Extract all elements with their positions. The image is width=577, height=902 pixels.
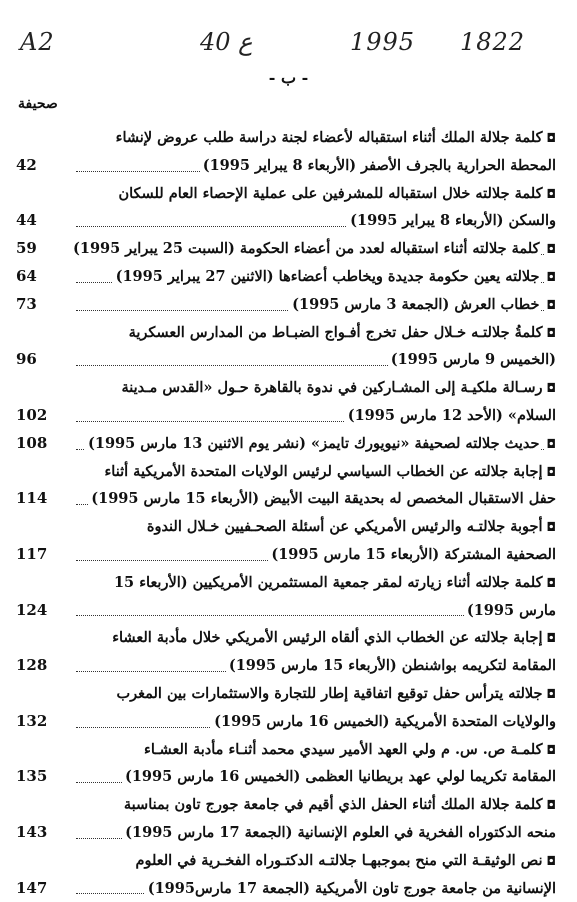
toc-entry-line bbox=[16, 847, 556, 875]
bullet-icon: ◘ bbox=[546, 186, 556, 201]
toc-entry-text: إجابة جلالته عن الخطاب السياسي لرئيس الولايات المتحدة الأمريكية أثناء bbox=[104, 462, 543, 480]
toc-entry-text: كلمة جلالة الملك أثناء استقباله لأعضاء لجنة دراسة طلب عروض لإنشاء bbox=[115, 129, 543, 146]
bullet-icon: ◘ bbox=[544, 242, 557, 256]
toc-entry bbox=[16, 847, 556, 902]
toc-entry-text: كلمة جلالته أثناء استقباله لعدد من أعضاء الحكومة (السبت 25 يبراير 1995) bbox=[70, 240, 540, 257]
toc-entry-line bbox=[16, 652, 556, 680]
toc-entry-line bbox=[16, 207, 556, 235]
toc-entry-text: جلالته يعين حكومة جديدة ويخاطب أعضاءها (الاثنين 27 يبراير 1995) bbox=[113, 268, 540, 285]
toc-entry-line bbox=[16, 819, 556, 847]
toc-page-number: 44 bbox=[16, 211, 37, 230]
toc-entry bbox=[16, 124, 556, 180]
toc-entry-line bbox=[16, 374, 556, 402]
toc-entry bbox=[16, 263, 556, 291]
toc-entry bbox=[16, 235, 556, 263]
toc-entry-text: منحه الدكتوراه الفخرية في العلوم الإنسانية (الجمعة 17 مارس 1995) bbox=[122, 824, 556, 841]
toc-entry-line bbox=[16, 263, 556, 291]
toc-entry-line bbox=[16, 791, 556, 819]
toc-entry bbox=[16, 319, 556, 375]
table-of-contents bbox=[16, 124, 556, 902]
bullet-icon: ◘ bbox=[544, 437, 557, 451]
toc-entry-line bbox=[16, 736, 556, 764]
toc-entry-line bbox=[16, 430, 556, 458]
toc-entry-line bbox=[16, 319, 556, 347]
toc-entry-line bbox=[16, 485, 556, 513]
toc-entry-text: (الخميس 9 مارس 1995) bbox=[388, 351, 556, 368]
toc-entry-line bbox=[16, 124, 556, 152]
toc-entry-text: الإنسانية من جامعة جورج تاون الأمريكية (الجمعة 17 مارس1995) bbox=[145, 880, 556, 897]
toc-page-number: 114 bbox=[16, 489, 48, 508]
toc-page-number: 96 bbox=[16, 350, 37, 369]
toc-entry-text: جلالته يترأس حفل توقيع اتفاقية إطار للتجارة والاستثمارات بين المغرب bbox=[116, 684, 543, 702]
toc-entry-line bbox=[16, 513, 556, 541]
handwritten-note-2: 40 ع bbox=[200, 28, 253, 56]
toc-entry bbox=[16, 624, 556, 680]
bullet-icon: ◘ bbox=[544, 298, 557, 312]
handwritten-note-4: 1822 bbox=[460, 28, 526, 56]
toc-entry-text: إجابة جلالته عن الخطاب الذي ألقاه الرئيس الأمريكي خلال مأدبة العشاء bbox=[112, 629, 543, 647]
toc-entry-text: والولايات المتحدة الأمريكية (الخميس 16 مارس 1995) bbox=[211, 713, 556, 730]
toc-page-number: 73 bbox=[16, 294, 37, 313]
toc-page-number: 135 bbox=[16, 767, 48, 786]
toc-entry bbox=[16, 458, 556, 514]
toc-page-number: 108 bbox=[16, 433, 48, 452]
bullet-icon: ◘ bbox=[546, 742, 556, 757]
handwritten-note-1: A2 bbox=[20, 28, 55, 56]
toc-entry bbox=[16, 430, 556, 458]
bullet-icon: ◘ bbox=[546, 520, 556, 535]
toc-entry-text: الصحفية المشتركة (الأربعاء 15 مارس 1995) bbox=[268, 546, 556, 563]
toc-entry-text: كلمة جلالة الملك أثناء الحفل الذي أقيم في جامعة جورج تاون بمناسبة bbox=[123, 796, 543, 814]
toc-entry-text: مارس 1995) bbox=[464, 602, 556, 619]
toc-entry bbox=[16, 680, 556, 736]
toc-entry-text: كلمة جلالته خلال استقباله للمشرفين على عملية الإحصاء العام للسكان bbox=[118, 184, 543, 202]
toc-entry-text: أجوبة جلالتـه والرئيس الأمريكي عن أسئلة الصحـفيين خـلال الندوة bbox=[146, 518, 543, 536]
toc-entry-line bbox=[16, 152, 556, 180]
toc-entry-text: كلمة جلالته أثناء زيارته لمقر جمعية المستثمرين الأمريكيين (الأربعاء 15 bbox=[113, 573, 543, 591]
bullet-icon: ◘ bbox=[546, 575, 556, 590]
toc-page-number: 102 bbox=[16, 405, 48, 424]
toc-entry-line bbox=[16, 458, 556, 486]
toc-entry-line bbox=[16, 346, 556, 374]
toc-page-number: 64 bbox=[16, 266, 37, 285]
toc-entry bbox=[16, 374, 556, 430]
toc-entry bbox=[16, 736, 556, 792]
toc-entry-line bbox=[16, 235, 556, 263]
bullet-icon: ◘ bbox=[546, 798, 556, 813]
toc-entry-text: حديث جلالته لصحيفة «نيويورك تايمز» (نشر يوم الاثنين 13 مارس 1995) bbox=[85, 435, 540, 452]
toc-entry-line bbox=[16, 541, 556, 569]
toc-entry-line bbox=[16, 708, 556, 736]
toc-page-number: 59 bbox=[16, 239, 37, 258]
bullet-icon: ◘ bbox=[546, 631, 556, 646]
toc-entry bbox=[16, 513, 556, 569]
toc-page-number: 117 bbox=[16, 544, 48, 563]
toc-entry-text: المحطة الحرارية بالجرف الأصفر (الأربعاء 8 يبراير 1995) bbox=[200, 157, 556, 174]
handwritten-note-3: 1995 bbox=[350, 28, 416, 56]
toc-entry-text: والسكن (الأربعاء 8 يبراير 1995) bbox=[347, 212, 556, 229]
toc-page-number: 132 bbox=[16, 711, 48, 730]
toc-entry-line bbox=[16, 875, 556, 902]
toc-entry-text: خطاب العرش (الجمعة 3 مارس 1995) bbox=[289, 296, 539, 313]
toc-entry-line bbox=[16, 624, 556, 652]
bullet-icon: ◘ bbox=[546, 686, 556, 701]
toc-entry-text: نص الوثيقـة التي منح بموجبهـا جلالتـه الدكتـوراه الفخـرية في العلوم bbox=[135, 851, 543, 869]
toc-entry-text: حفل الاستقبال المخصص له بحديقة البيت الأبيض (الأربعاء 15 مارس 1995) bbox=[88, 490, 556, 507]
toc-entry-text: السلام» (الأحد 12 مارس 1995) bbox=[345, 407, 556, 424]
toc-entry-line bbox=[16, 763, 556, 791]
bullet-icon: ◘ bbox=[546, 131, 556, 145]
toc-page-number: 143 bbox=[16, 822, 48, 841]
page-letter: - ب - bbox=[268, 68, 309, 87]
toc-entry bbox=[16, 791, 556, 847]
toc-entry-line bbox=[16, 291, 556, 319]
bullet-icon: ◘ bbox=[546, 381, 556, 396]
toc-page-number: 128 bbox=[16, 656, 48, 675]
bullet-icon: ◘ bbox=[546, 325, 556, 340]
toc-entry-line bbox=[16, 180, 556, 208]
bullet-icon: ◘ bbox=[544, 270, 557, 284]
toc-entry-line bbox=[16, 597, 556, 625]
bullet-icon: ◘ bbox=[546, 464, 556, 479]
bullet-icon: ◘ bbox=[546, 853, 556, 868]
toc-entry bbox=[16, 291, 556, 319]
toc-entry bbox=[16, 569, 556, 625]
toc-entry bbox=[16, 180, 556, 236]
toc-entry-text: كلمةُ جلالتـه خـلال حفل تخرج أفـواج الضبـاط من المدارس العسكرية bbox=[128, 323, 543, 341]
toc-entry-line bbox=[16, 402, 556, 430]
toc-page-number: 42 bbox=[16, 155, 37, 174]
toc-entry-text: المقامة تكريما لولي عهد بريطانيا العظمى (الخميس 16 مارس 1995) bbox=[122, 768, 556, 785]
toc-page-number: 147 bbox=[16, 878, 48, 897]
toc-entry-line bbox=[16, 680, 556, 708]
toc-entry-text: رسـالة ملكيـة إلى المشـاركين في ندوة بالقاهرة حـول «القدس مـدينة bbox=[121, 379, 543, 397]
toc-page-number: 124 bbox=[16, 600, 48, 619]
page-column-header: صحيفة bbox=[18, 96, 58, 112]
toc-entry-line bbox=[16, 569, 556, 597]
toc-entry-text: كلمـة ص. س. م ولي العهد الأمير سيدي محمد أثنـاء مأدبة العشـاء bbox=[144, 740, 543, 758]
toc-entry-text: المقامة لتكريمه بواشنطن (الأربعاء 15 مارس 1995) bbox=[226, 657, 556, 674]
